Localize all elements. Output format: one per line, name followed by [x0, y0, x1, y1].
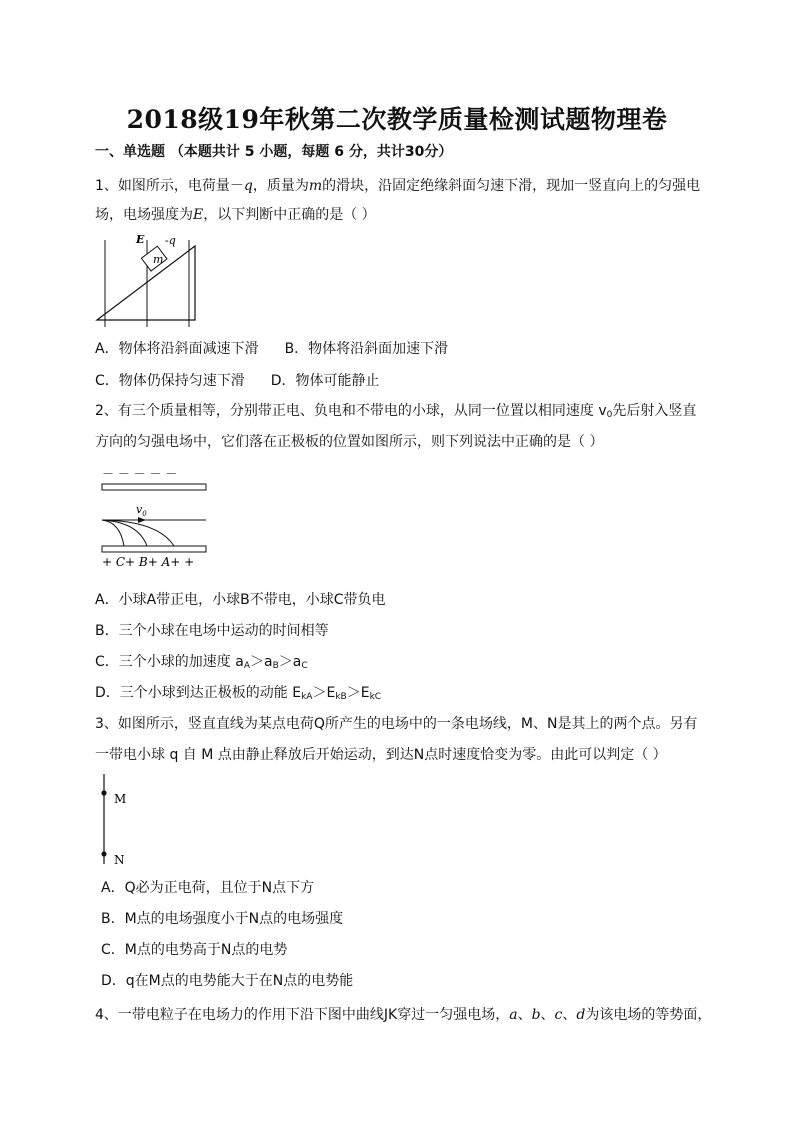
q2-stem-line2: 方向的匀强电场中，它们落在正极板的位置如图所示，则下列说法中正确的是（ ） [95, 434, 604, 450]
q1-incline-figure [95, 232, 205, 332]
q2-fig-top-charges: － － － － － [102, 467, 178, 481]
section-heading: 一、单选题 （本题共计 5 小题，每题 6 分，共计30分） [95, 144, 453, 160]
q2-option-d: D．三个小球到达正极板的动能 $E_{kA}>E_{kB}>E_{kC}$ [95, 685, 382, 702]
q2-option-a: A．小球A带正电，小球B不带电，小球C带负电 [95, 592, 386, 608]
q1-options-ab [95, 339, 448, 359]
q1-option-d: D．物体可能静止 [270, 373, 380, 389]
q1-option-b: B．物体将沿斜面加速下滑 [284, 341, 449, 357]
q2-option-b: B．三个小球在电场中运动的时间相等 [95, 623, 329, 639]
page-title: 2018级19年秋第二次教学质量检测试题物理卷 [126, 105, 668, 134]
q2-stem-line1: 2、有三个质量相等，分别带正电、负电和不带电的小球，从同一位置以相同速度 $v_0$先后射入竖直 [95, 403, 697, 420]
q2-option-c: C．三个小球的加速度 $a_A>a_B>a_C$ [95, 654, 308, 671]
q1-stem-line1: 1、如图所示，电荷量－q，质量为m的滑块，沿固定绝缘斜面匀速下滑，现加一竖直向上的匀强电 [95, 178, 701, 194]
q1-fig-label-E: E [136, 233, 145, 246]
q1-option-a: A．物体将沿斜面减速下滑 [95, 341, 259, 357]
q1-fig-label-m: m [153, 253, 164, 266]
q1-options-cd [95, 371, 380, 391]
q3-fig-label-M: M [114, 792, 127, 806]
q3-stem-line2: 一带电小球 q 自 M 点由静止释放后开始运动，到达N点时速度恰变为零。由此可以判定（ ） [95, 747, 667, 763]
q1-option-c: C．物体仍保持匀速下滑 [95, 373, 245, 389]
q3-option-b: B．M点的电场强度小于N点的电场强度 [101, 911, 344, 927]
q3-field-line-figure [96, 774, 136, 866]
q1-fig-label-q: -q [165, 234, 176, 247]
q3-stem-line1: 3、如图所示，竖直直线为某点电荷Q所产生的电场中的一条电场线，M、N是其上的两个点。另有 [95, 716, 698, 732]
q4-stem-line1: 4、一带电粒子在电场力的作用下沿下图中曲线JK穿过一匀强电场，a、b、c、d为该电场的等势面， [95, 1007, 712, 1023]
q3-option-d: D．q在M点的电势能大于在N点的电势能 [101, 973, 354, 989]
q2-fig-bottom-labels: + C+ B+ A+ + [102, 555, 195, 569]
q2-fig-v0: $v_0$ [136, 503, 147, 518]
q3-option-a: A．Q必为正电荷，且位于N点下方 [101, 880, 315, 896]
q1-stem-line2: 场，电场强度为E，以下判断中正确的是（ ） [95, 207, 376, 223]
q3-option-c: C．M点的电势高于N点的电势 [101, 942, 288, 958]
q2-capacitor-figure [98, 466, 218, 572]
q3-fig-label-N: N [114, 853, 125, 867]
